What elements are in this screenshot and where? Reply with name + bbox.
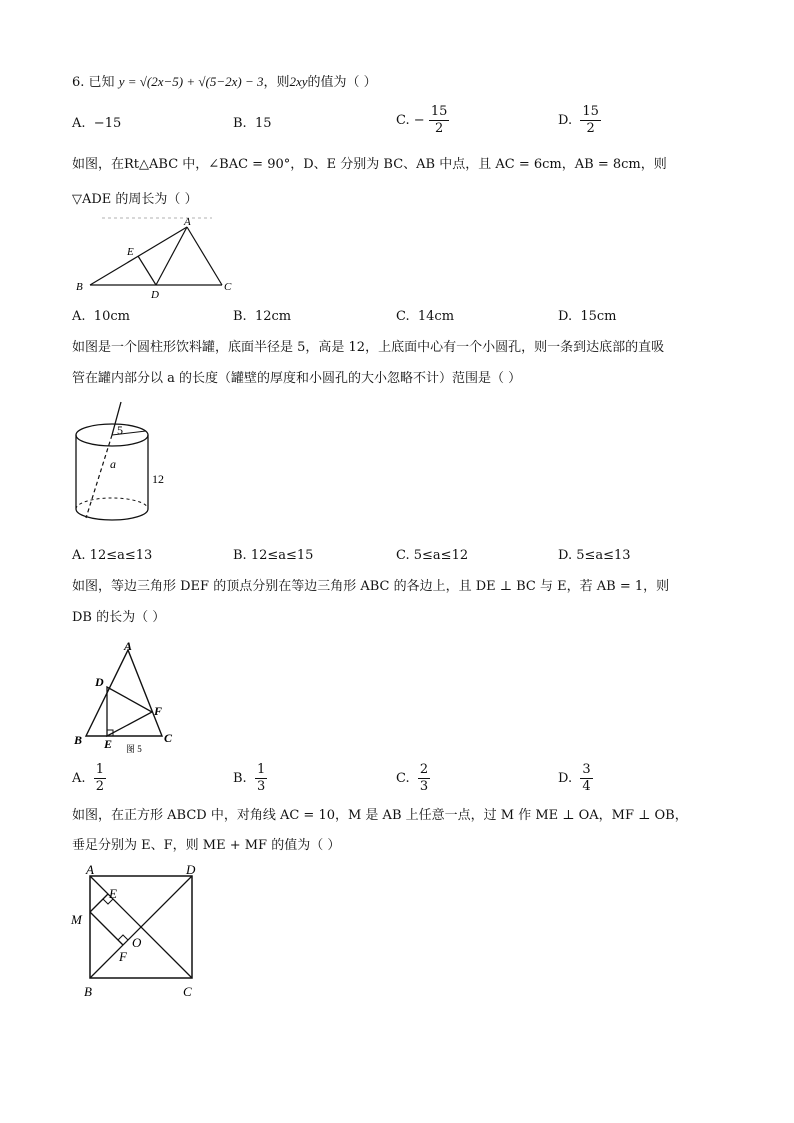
question-6-stem [72,72,377,93]
option-7c[interactable] [396,309,454,324]
label-a: A [124,639,133,653]
option-letter: C. [396,771,410,786]
option-8a[interactable] [72,548,152,563]
option-fraction [580,762,592,795]
question-lead: 已知 [88,75,115,90]
question-9-line2: DB 的长为（ ） [72,610,166,625]
option-7d[interactable] [558,309,617,324]
option-8d[interactable] [558,548,631,563]
option-letter: B. [233,771,247,786]
label-a: A [86,862,94,877]
option-8b[interactable] [233,548,313,563]
option-sign: − [413,113,425,128]
label-e: E [109,886,117,901]
segment-me [90,894,108,912]
label-c: C [224,281,232,293]
option-letter: D. [558,548,573,563]
figure-q8-cylinder [72,398,182,528]
option-9a[interactable] [72,762,106,795]
question-7-line2: ▽ADE 的周长为（ ） [72,192,198,207]
fraction-numerator: 1 [95,762,105,777]
option-letter: B. [233,116,247,131]
label-b: B [84,984,92,999]
option-letter: D. [558,771,573,786]
option-letter: A. [72,116,86,131]
question-10-line2: 垂足分别为 E、F，则 ME + MF 的值为（ ） [72,838,341,853]
option-fraction [418,762,430,795]
straw-inside [86,435,112,518]
right-angle-mark-f [118,935,128,940]
option-text: 12≤a≤13 [89,548,153,563]
fraction-numerator: 15 [430,104,448,119]
cylinder-bottom-back [76,498,148,509]
label-d: D [151,289,159,300]
fraction-denominator: 3 [419,779,429,794]
option-7b[interactable] [233,309,291,324]
option-9b[interactable] [233,762,267,795]
option-6b[interactable] [233,116,272,131]
label-radius: 5 [117,423,123,437]
label-o: O [132,935,142,950]
option-text: 14cm [417,309,455,324]
option-letter: B. [233,548,247,563]
fraction-denominator: 2 [434,121,444,136]
figure-q9 [72,638,192,756]
question-expr: 2xy [289,74,308,89]
option-text: 5≤a≤13 [576,548,631,563]
option-text: 10cm [93,309,130,324]
option-fraction [94,762,106,795]
segment-de [138,256,156,285]
label-f: F [119,949,127,964]
option-6c[interactable] [396,104,449,137]
option-text: 12cm [254,309,292,324]
label-d: D [95,675,104,689]
option-letter: A. [72,771,86,786]
fraction-numerator: 2 [419,762,429,777]
question-number: 6. [72,75,85,90]
option-fraction [255,762,267,795]
triangle-abc [86,650,162,736]
question-tail: 的值为（ ） [307,75,377,90]
option-9c[interactable] [396,762,430,795]
label-d: D [186,862,196,877]
option-letter: A. [72,548,86,563]
segment-ac [187,227,222,285]
label-e: E [104,737,113,751]
question-8-line2: 管在罐内部分以 a 的长度（罐壁的厚度和小圆孔的大小忽略不计）范围是（ ） [72,371,522,386]
option-letter: C. [396,113,410,128]
label-b: B [76,281,83,293]
label-a: a [110,457,116,471]
label-f: F [154,704,163,718]
label-m: M [71,912,82,927]
option-8c[interactable] [396,548,468,563]
fraction-numerator: 3 [582,762,591,777]
option-fraction [580,104,601,137]
fraction-denominator: 4 [582,779,591,794]
option-fraction [429,104,450,137]
option-6d[interactable] [558,104,601,137]
option-letter: A. [72,309,86,324]
question-8-line1: 如图是一个圆柱形饮料罐，底面半径是 5，高是 12，上底面中心有一个小圆孔，则一条到达底部的直吸 [72,340,665,355]
option-letter: C. [396,309,410,324]
fraction-denominator: 2 [95,779,105,794]
cylinder-bottom-front [76,509,148,520]
question-mid: ，则 [263,75,290,90]
fraction-numerator: 1 [256,762,266,777]
label-a: A [184,216,191,228]
label-b: B [74,733,83,747]
option-letter: C. [396,548,410,563]
figure-q7 [72,214,242,300]
label-height: 12 [152,472,164,486]
fraction-numerator: 15 [582,104,599,119]
figure-q10-square [68,862,208,1002]
label-c: C [164,731,173,745]
label-e: E [127,246,134,258]
fraction-denominator: 2 [586,121,595,136]
label-c: C [183,984,192,999]
question-9-line1: 如图，等边三角形 DEF 的顶点分别在等边三角形 ABC 的各边上，且 DE ⊥ BC 与 E，若 AB = 1，则 [72,579,670,594]
question-7-line1: 如图，在Rt△ABC 中，∠BAC = 90°，D、E 分别为 BC、AB 中点，且 AC = 6cm，AB = 8cm，则 [72,157,667,172]
option-text: 12≤a≤15 [250,548,314,563]
option-text: 15cm [580,309,617,324]
option-text: 5≤a≤12 [413,548,469,563]
option-letter: D. [558,309,573,324]
option-text: −15 [93,116,122,131]
option-9d[interactable] [558,762,593,795]
question-10-line1: 如图，在正方形 ABCD 中，对角线 AC = 10，M 是 AB 上任意一点，过 M 作 ME ⊥ OA，MF ⊥ OB， [72,808,688,823]
figure-caption: 图 5 [126,744,142,754]
question-formula: y = √(2x−5) + √(5−2x) − 3 [118,74,264,89]
option-text: 15 [254,116,272,131]
option-letter: D. [558,113,573,128]
fraction-denominator: 3 [256,779,266,794]
option-6a[interactable] [72,116,121,131]
option-letter: B. [233,309,247,324]
option-7a[interactable] [72,309,130,324]
